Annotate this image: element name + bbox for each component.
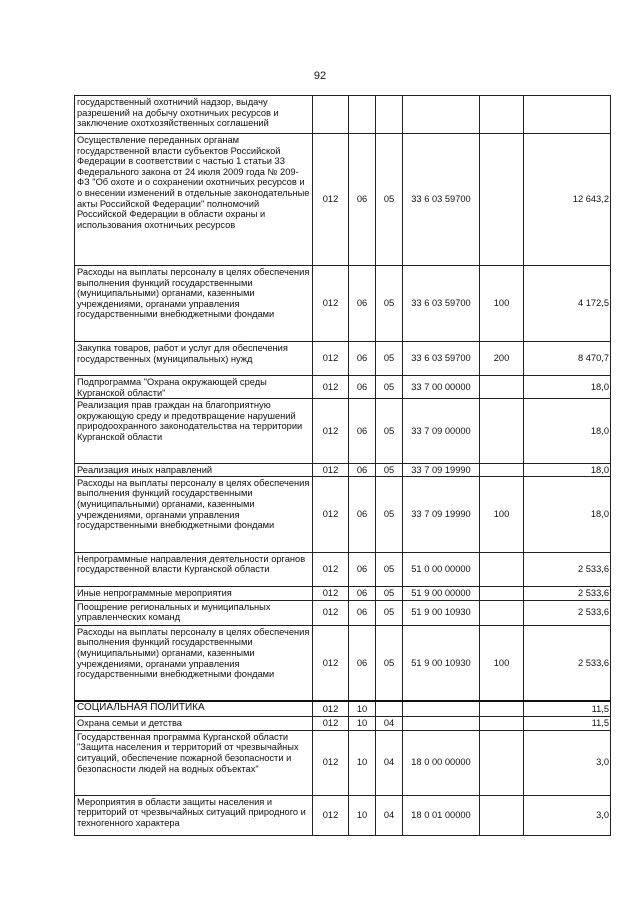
budget-table-body [75,96,611,836]
section-code-cell: 06 [349,586,376,600]
amount-cell: 3,0 [524,730,611,795]
section-code-cell: 10 [349,716,376,730]
section-code-cell: 06 [349,376,376,399]
subsection-code-cell: 05 [376,552,403,586]
subsection-code-cell: 04 [376,716,403,730]
subsection-code-cell: 05 [376,625,403,701]
amount-cell: 18,0 [524,476,611,552]
table-row [75,552,611,586]
target-item-code-cell: 18 0 01 00000 [403,795,480,835]
section-code-cell: 06 [349,399,376,464]
item-name-cell: Поощрение региональных и муниципальных управленческих команд [75,600,313,625]
target-item-code-cell [403,716,480,730]
item-name-cell: Расходы на выплаты персоналу в целях обеспечения выполнения функций государственными (муниципальными) органами, казенными учреждениями, органами управления государственными внебюджетными фондами [75,625,313,701]
section-code-cell: 06 [349,600,376,625]
ministry-code-cell: 012 [313,376,349,399]
section-code-cell: 06 [349,552,376,586]
page-number: 92 [313,70,327,82]
table-row [75,716,611,730]
item-name-cell: Реализация иных направлений [75,464,313,477]
ministry-code-cell: 012 [313,795,349,835]
ministry-code-cell: 012 [313,600,349,625]
section-code-cell: 10 [349,701,376,716]
ministry-code-cell: 012 [313,399,349,464]
item-name-cell: СОЦИАЛЬНАЯ ПОЛИТИКА [75,701,313,716]
ministry-code-cell: 012 [313,701,349,716]
amount-cell: 12 643,2 [524,134,611,266]
item-name-cell: Закупка товаров, работ и услуг для обеспечения государственных (муниципальных) нужд [75,342,313,376]
item-name-cell: Реализация прав граждан на благоприятную окружающую среду и предотвращение нарушений природоохранного законодательства на территории Курганской области [75,399,313,464]
expense-type-code-cell [480,730,524,795]
target-item-code-cell: 33 7 00 00000 [403,376,480,399]
item-name-cell: Иные непрограммные мероприятия [75,586,313,600]
section-code-cell [349,96,376,134]
target-item-code-cell: 51 9 00 10930 [403,600,480,625]
target-item-code-cell: 51 9 00 10930 [403,625,480,701]
amount-cell: 8 470,7 [524,342,611,376]
table-row [75,376,611,399]
amount-cell: 2 533,6 [524,552,611,586]
amount-cell: 2 533,6 [524,625,611,701]
ministry-code-cell: 012 [313,730,349,795]
subsection-code-cell [376,701,403,716]
ministry-code-cell: 012 [313,464,349,477]
target-item-code-cell: 33 7 09 19990 [403,476,480,552]
expense-type-code-cell [480,716,524,730]
item-name-cell: Подпрограмма "Охрана окружающей среды Курганской области" [75,376,313,399]
amount-cell: 18,0 [524,376,611,399]
expense-type-code-cell [480,96,524,134]
table-row [75,701,611,716]
table-row [75,730,611,795]
item-name-cell: Государственная программа Курганской области "Защита населения и территорий от чрезвычайных ситуаций, обеспечение пожарной безопасности и безопасности людей на водных объектах" [75,730,313,795]
expense-type-code-cell: 100 [480,476,524,552]
target-item-code-cell: 33 6 03 59700 [403,134,480,266]
section-code-cell: 06 [349,266,376,342]
item-name-cell: Непрограммные направления деятельности органов государственной власти Курганской области [75,552,313,586]
subsection-code-cell: 05 [376,399,403,464]
subsection-code-cell: 05 [376,266,403,342]
item-name-cell: Расходы на выплаты персоналу в целях обеспечения выполнения функций государственными (муниципальными) органами, казенными учреждениями, органами управления государственными внебюджетными фондами [75,476,313,552]
subsection-code-cell: 05 [376,464,403,477]
expense-type-code-cell [480,399,524,464]
expense-type-code-cell [480,134,524,266]
item-name-cell: Мероприятия в области защиты населения и территорий от чрезвычайных ситуаций природного и техногенного характера [75,795,313,835]
amount-cell [524,96,611,134]
target-item-code-cell [403,96,480,134]
subsection-code-cell: 05 [376,600,403,625]
amount-cell: 2 533,6 [524,600,611,625]
subsection-code-cell: 05 [376,134,403,266]
expense-type-code-cell [480,464,524,477]
table-row [75,96,611,134]
amount-cell: 3,0 [524,795,611,835]
subsection-code-cell: 04 [376,795,403,835]
amount-cell: 11,5 [524,716,611,730]
subsection-code-cell: 05 [376,342,403,376]
expense-type-code-cell [480,600,524,625]
expense-type-code-cell [480,552,524,586]
ministry-code-cell [313,96,349,134]
amount-cell: 11,5 [524,701,611,716]
target-item-code-cell: 33 6 03 59700 [403,342,480,376]
target-item-code-cell: 18 0 00 00000 [403,730,480,795]
subsection-code-cell: 05 [376,586,403,600]
ministry-code-cell: 012 [313,134,349,266]
amount-cell: 18,0 [524,399,611,464]
budget-table [74,95,611,836]
table-row [75,476,611,552]
amount-cell: 2 533,6 [524,586,611,600]
target-item-code-cell [403,701,480,716]
item-name-cell: Охрана семьи и детства [75,716,313,730]
expense-type-code-cell: 100 [480,266,524,342]
ministry-code-cell: 012 [313,552,349,586]
item-name-cell: Расходы на выплаты персоналу в целях обеспечения выполнения функций государственными (муниципальными) органами, казенными учреждениями, органами управления государственными внебюджетными фондами [75,266,313,342]
ministry-code-cell: 012 [313,625,349,701]
item-name-cell: государственный охотничий надзор, выдачу разрешений на добычу охотничьих ресурсов и заключение охотхозяйственных соглашений [75,96,313,134]
expense-type-code-cell [480,795,524,835]
table-row [75,600,611,625]
expense-type-code-cell [480,376,524,399]
table-row [75,586,611,600]
target-item-code-cell: 33 6 03 59700 [403,266,480,342]
ministry-code-cell: 012 [313,476,349,552]
table-row [75,134,611,266]
section-code-cell: 06 [349,464,376,477]
section-code-cell: 06 [349,342,376,376]
expense-type-code-cell [480,701,524,716]
section-code-cell: 06 [349,625,376,701]
item-name-cell: Осуществление переданных органам государственной власти субъектов Российской Федерации в соответствии с частью 1 статьи 33 Федерального закона от 24 июля 2009 года № 209-ФЗ "Об охоте и о сохранении охотничьих ресурсов и о внесении изменений в отдельные законодательные акты Российской Федерации" полномочий Российской Федерации в области охраны и использования охотничьих ресурсов [75,134,313,266]
table-row [75,399,611,464]
table-row [75,266,611,342]
section-code-cell: 06 [349,476,376,552]
expense-type-code-cell [480,586,524,600]
table-row [75,625,611,701]
table-row [75,342,611,376]
expense-type-code-cell: 100 [480,625,524,701]
expense-type-code-cell: 200 [480,342,524,376]
table-row [75,464,611,477]
section-code-cell: 10 [349,730,376,795]
ministry-code-cell: 012 [313,266,349,342]
ministry-code-cell: 012 [313,342,349,376]
target-item-code-cell: 51 9 00 00000 [403,586,480,600]
subsection-code-cell: 05 [376,476,403,552]
ministry-code-cell: 012 [313,716,349,730]
target-item-code-cell: 51 0 00 00000 [403,552,480,586]
section-code-cell: 06 [349,134,376,266]
target-item-code-cell: 33 7 09 00000 [403,399,480,464]
subsection-code-cell [376,96,403,134]
section-code-cell: 10 [349,795,376,835]
subsection-code-cell: 04 [376,730,403,795]
subsection-code-cell: 05 [376,376,403,399]
target-item-code-cell: 33 7 09 19990 [403,464,480,477]
ministry-code-cell: 012 [313,586,349,600]
table-row [75,795,611,835]
amount-cell: 4 172,5 [524,266,611,342]
amount-cell: 18,0 [524,464,611,477]
